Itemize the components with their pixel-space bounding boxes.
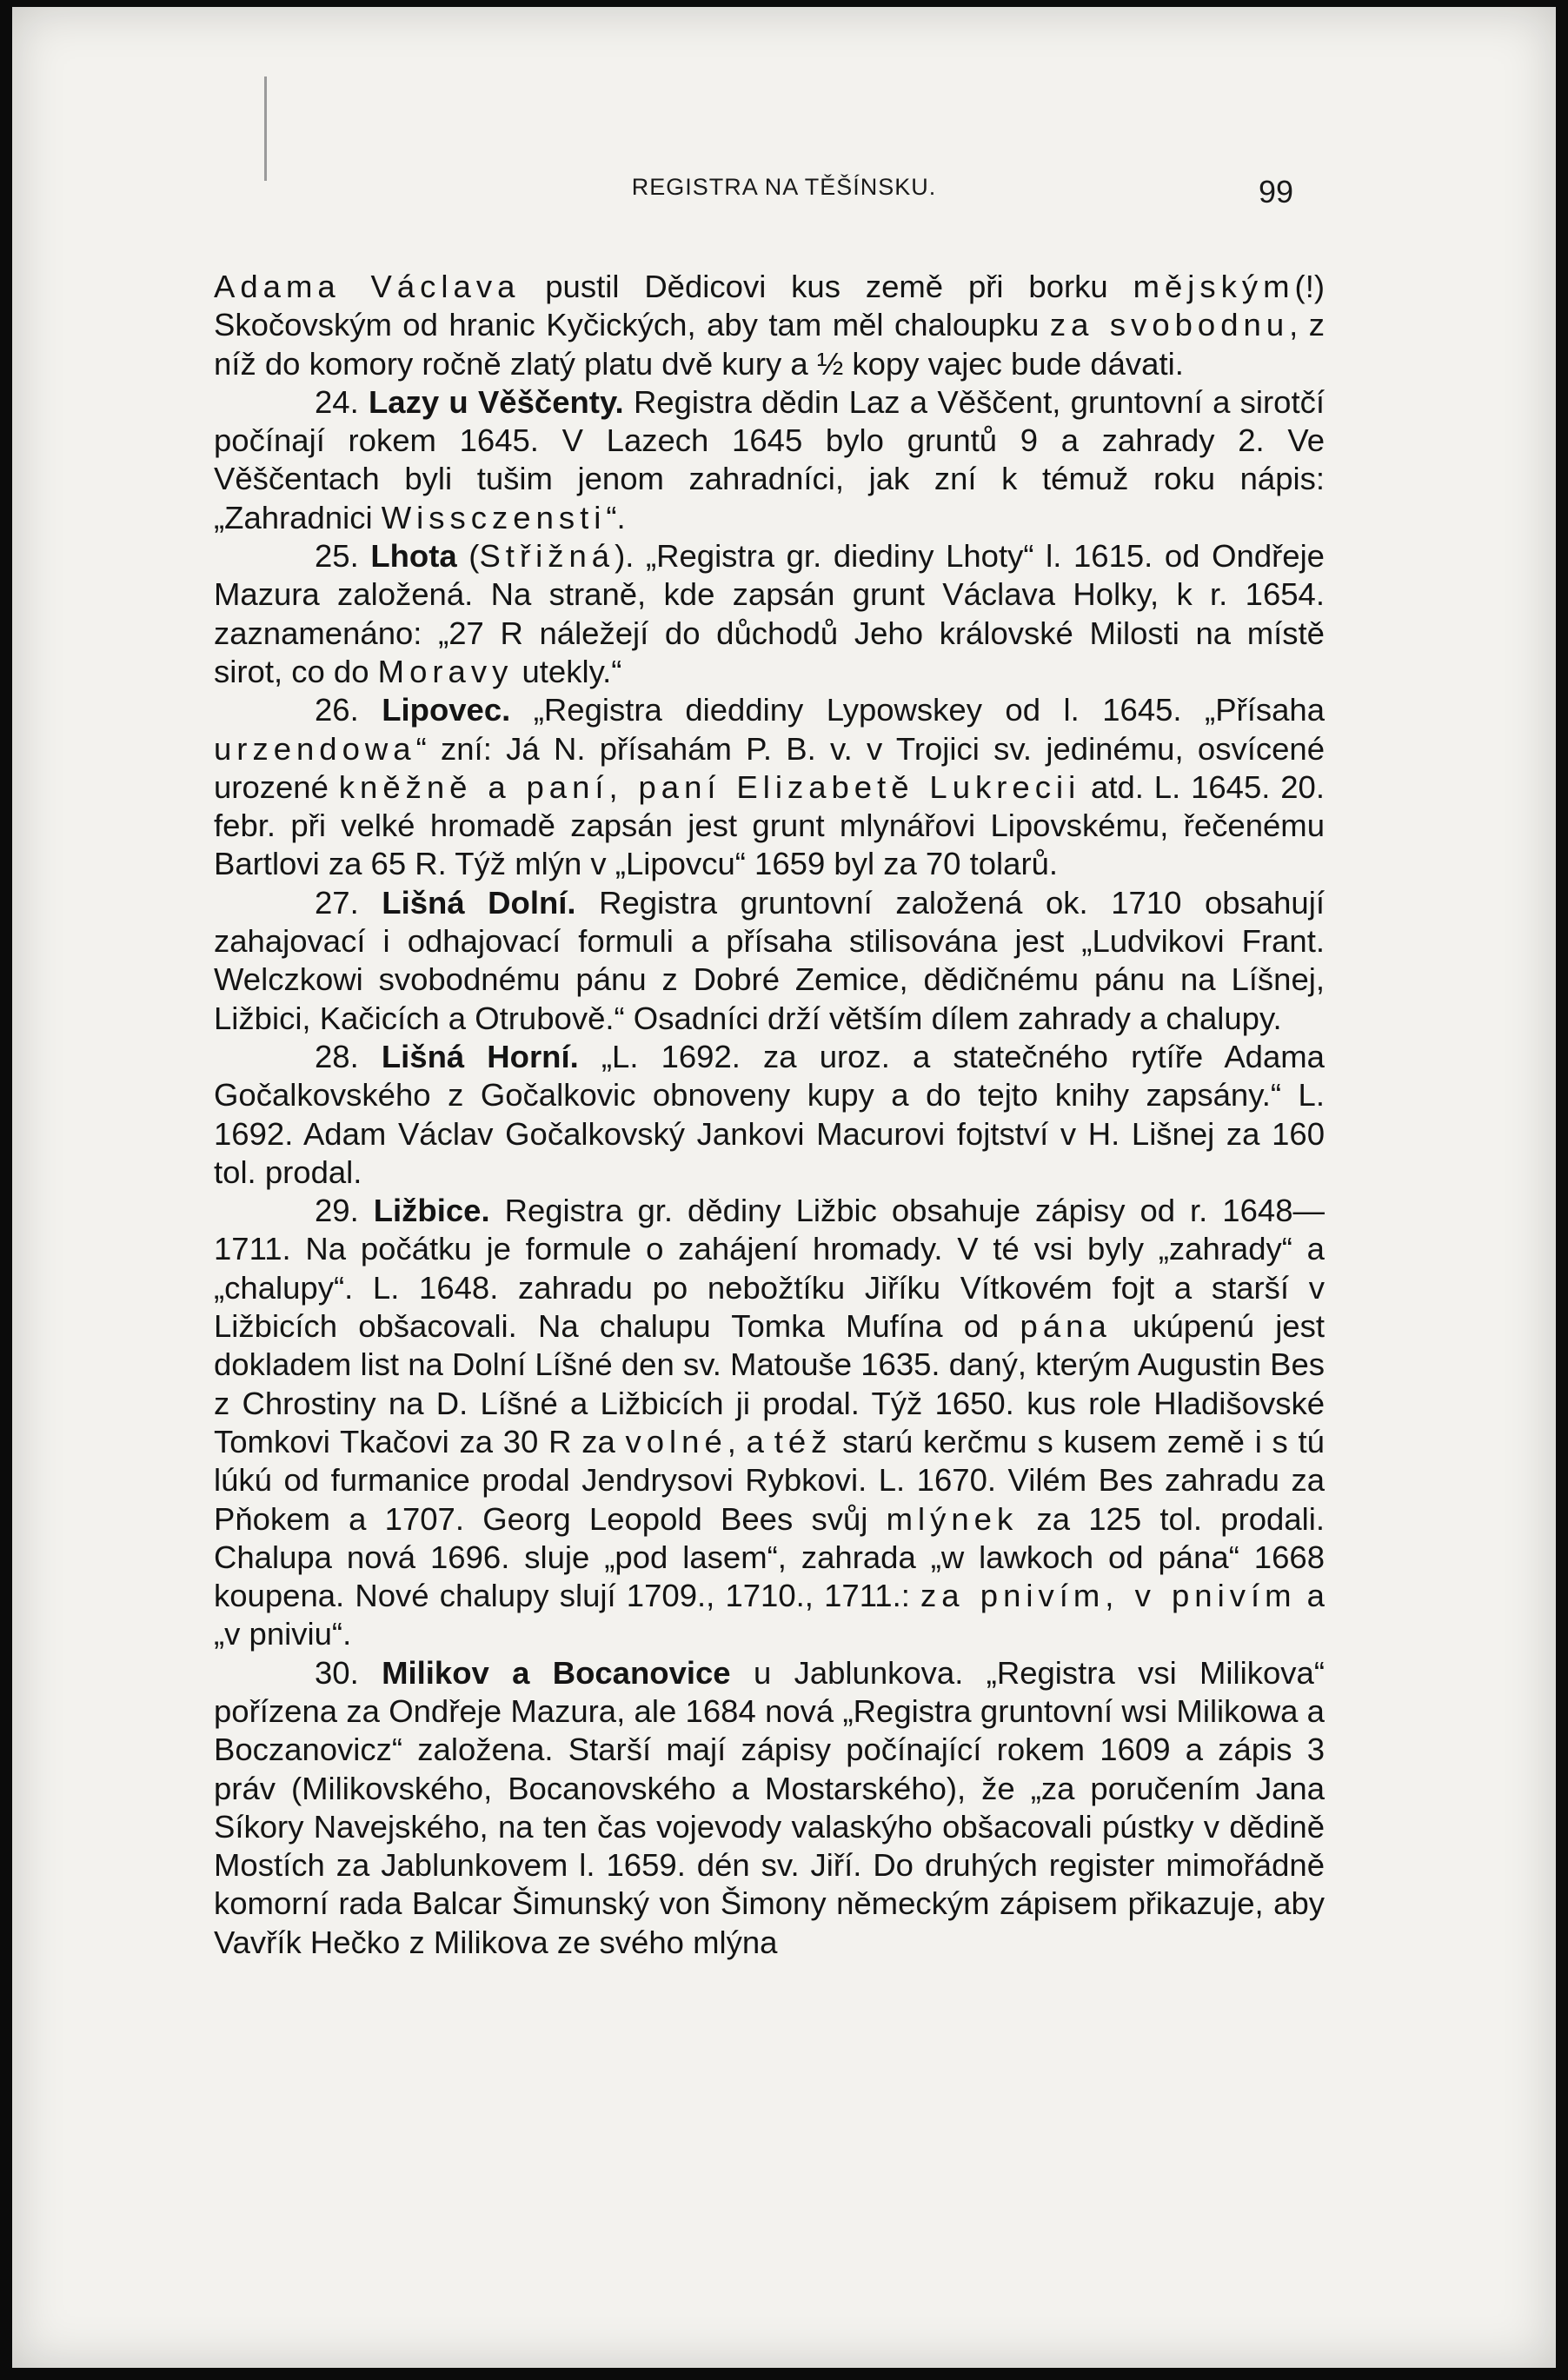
spaced-text: volné	[625, 1423, 728, 1459]
text-run: 27.	[315, 884, 382, 921]
text-run: starú kerčmu s kusem země i s tú lúkú od furmanice prodal Jendrysovi Rybkovi. L. 1670. Vilém Bes zahradu za Pňokem a 1707. Georg Leopold Bees svůj	[214, 1423, 1325, 1537]
running-header: REGISTRA NA TĚŠÍNSKU.	[631, 174, 937, 200]
book-page	[12, 7, 1556, 2368]
paragraph	[214, 1654, 1325, 1962]
paragraph	[214, 383, 1325, 537]
text-run: (!) Skočovským od hranic Kyčických, aby tam měl chaloupku	[214, 269, 1325, 343]
entry-heading: Ližbice.	[373, 1193, 490, 1229]
text-run: Registra dědin Laz a Věščent, gruntovní a sirotčí počínají rokem 1645. V Lazech 1645 bylo gruntů 9 a zahrady 2. Ve Věščentach byli tušim jenom zahradníci, jak zní k témuž roku nápis: „Zahradnici	[214, 383, 1325, 535]
text-run: (	[456, 538, 480, 575]
text-run: „Registra dieddiny Lypowskey od l. 1645. „Přísaha	[510, 692, 1325, 728]
paragraph	[214, 537, 1325, 691]
text-run: za 125 tol. prodali. Chalupa nová 1696. sluje „pod lasem“, zahrada „w lawkoch od pána“ 1668 koupena. Nové chalupy slují 1709., 1710., 1711.:	[214, 1500, 1325, 1614]
text-run: utekly.“	[513, 653, 622, 689]
text-run: ukúpenú jest dokladem list na Dolní Líšné den sv. Matouše 1635. daný, kterým Augustin Bes z Chrostiny na D. Líšné a Ližbicích ji prodal. Týž 1650. kus role Hladišovské Tomkovi Tkačovi za 30 R za	[214, 1308, 1325, 1459]
entry-heading: Milikov a Bocanovice	[382, 1654, 731, 1691]
text-run: , z níž do komory ročně zlatý platu dvě kury a ½ kopy vajec bude dávati.	[214, 307, 1325, 382]
spaced-text: urzendowa	[214, 730, 416, 767]
paragraph	[214, 691, 1325, 883]
text-run: 29.	[315, 1193, 374, 1229]
entry-heading: Lazy u Věščenty.	[369, 383, 624, 420]
spaced-text: Moravy	[377, 653, 514, 689]
entry-heading: Lišná Dolní.	[382, 884, 576, 921]
entry-heading: Lipovec.	[382, 692, 511, 728]
spaced-text: mějským	[1133, 269, 1295, 304]
text-run: 28.	[315, 1038, 382, 1074]
text-run: 25.	[315, 538, 371, 575]
paragraph	[214, 268, 1325, 383]
text-run: „L. 1692. za uroz. a statečného rytíře Adama Gočalkovského z Gočalkovic obnoveny kupy a do tejto knihy zapsány.“ L. 1692. Adam Václav Gočalkovský Jankovi Macurovi fojtství v H. Lišnej za 160 tol. prodal.	[214, 1038, 1325, 1190]
entry-heading: Lišná Horní.	[381, 1038, 579, 1074]
text-run: Registra gr. dědiny Ližbic obsahuje zápisy od r. 1648—1711. Na počátku je formule o zahájení hromady. V té vsi byly „zahrady“ a „chalupy“. L. 1648. zahradu po nebožtíku Jiříku Vítkovém fojt a starší v Ližbicích obšacovali. Na chalupu Tomka Mufína od	[214, 1193, 1325, 1345]
text-run: ). „Registra gr. diediny Lhoty“ l. 1615. od Ondřeje Mazura založená. Na straně, kde zapsán grunt Václava Holky, k r. 1654. zaznamenáno: „27 R náležejí do důchodů Jeho královské Milosti na místě sirot, co do	[214, 538, 1325, 689]
paragraph	[214, 1192, 1325, 1654]
text-run: 30.	[315, 1654, 382, 1691]
text-run: 24.	[315, 383, 369, 420]
spaced-text: za pnivím, v pnivím	[920, 1578, 1297, 1614]
spaced-text: pána	[1020, 1308, 1112, 1345]
spaced-text: mlýnek	[886, 1500, 1019, 1537]
margin-mark	[264, 76, 267, 181]
paragraph	[214, 884, 1325, 1038]
text-run: “ zní: Já N. přísahám P. B. v. v Trojici sv. jedinému, osvícené urozené	[214, 730, 1325, 805]
body-text	[214, 268, 1325, 1962]
text-run: pustil Dědicovi kus země při borku	[520, 269, 1133, 304]
text-run: 26.	[315, 692, 382, 728]
spaced-text: za svobodnu	[1049, 307, 1290, 343]
entry-heading: Lhota	[370, 538, 457, 575]
spaced-text: Střižná	[479, 538, 615, 575]
spaced-text: Adama Václava	[214, 269, 521, 304]
spaced-text: Wissczensti	[381, 499, 607, 535]
spaced-text: též	[774, 1423, 833, 1459]
text-run: Registra gruntovní založená ok. 1710 obsahují zahajovací i odhajovací formuli a přísaha stilisována jest „Ludvikovi Frant. Welczkowi svobodnému pánu z Dobré Zemice, dědičnému pánu na Líšnej, Ližbici, Kačicích a Otrubově.“ Osadníci drží větším dílem zahrady a chalupy.	[214, 884, 1325, 1036]
text-run: , a	[727, 1423, 774, 1459]
page-number: 99	[1259, 174, 1294, 209]
text-run: a „v pniviu“.	[214, 1578, 1325, 1652]
paragraph	[214, 1038, 1325, 1192]
text-run: “.	[606, 499, 626, 535]
text-run: atd. L. 1645. 20. febr. při velké hromadě zapsán jest grunt mlynářovi Lipovskému, řečenému Bartlovi za 65 R. Týž mlýn v „Lipovcu“ 1659 byl za 70 tolarů.	[214, 768, 1325, 882]
spaced-text: kněžně a paní, paní Elizabetě Lukrecii	[338, 768, 1081, 805]
text-run: u Jablunkova. „Registra vsi Milikova“ pořízena za Ondřeje Mazura, ale 1684 nová „Registra gruntovní wsi Milikowa a Boczanovicz“ založena. Starší mají zápisy počínající rokem 1609 a zápis 3 práv (Milikovského, Bocanovského a Mostarského), že „za poručením Jana Síkory Navejského, na ten čas vojevody valaskýho obšacovali pústky v dědině Mostích za Jablunkovem l. 1659. dén sv. Jiří. Do druhých register mimořádně komorní rada Balcar Šimunský von Šimony německým zápisem přikazuje, aby Vavřík Hečko z Milikova ze svého mlýna	[214, 1654, 1325, 1960]
